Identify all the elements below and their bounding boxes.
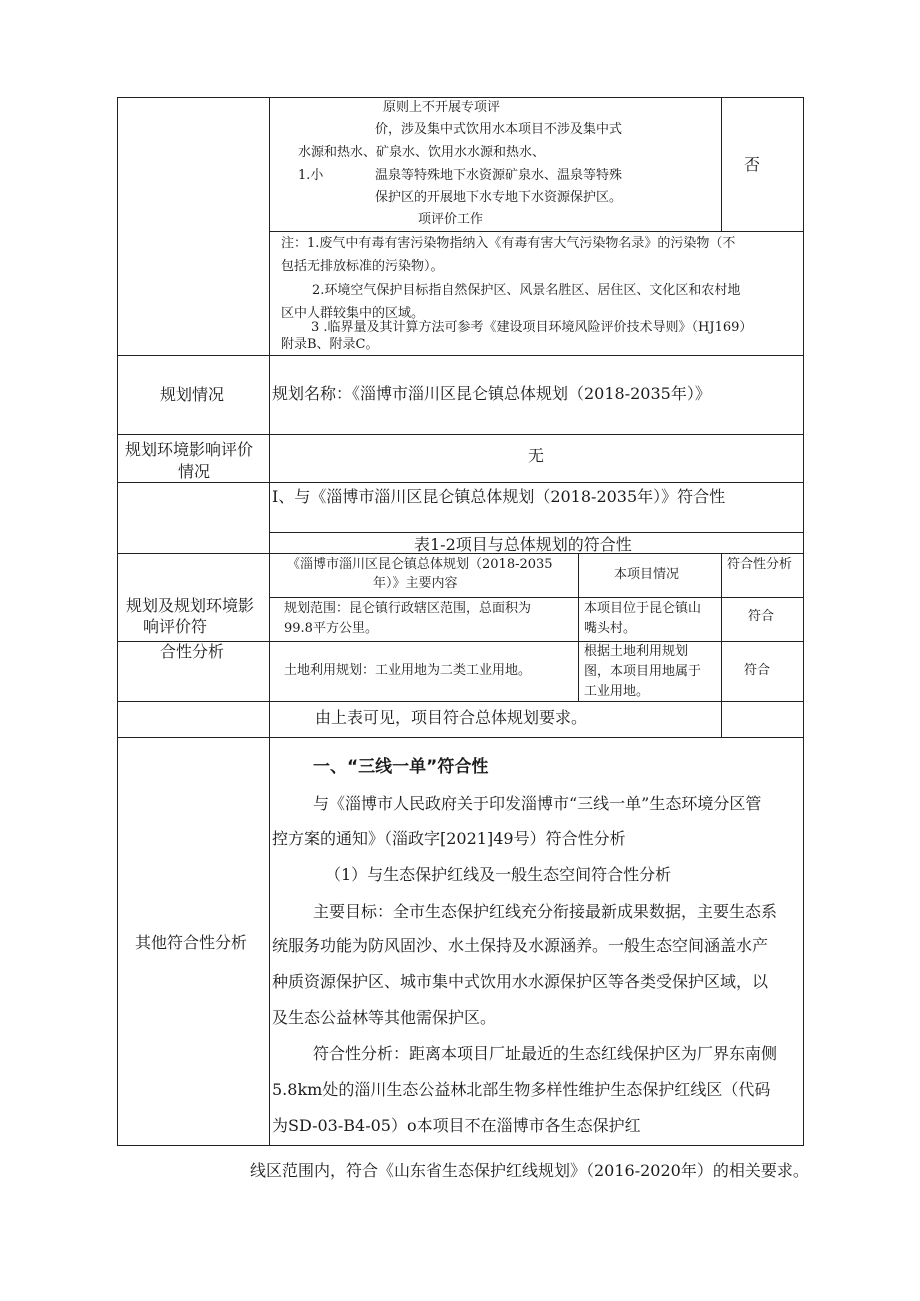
- other-p2-line2: 统服务功能为防风固沙、水土保持及水源涵养。一般生态空间涵盖水产: [272, 936, 769, 955]
- conformity-label-2: 响评价符: [143, 617, 208, 636]
- table-row-1-col1-line1: 规划范围：昆仑镇行政辖区范围，总面积为: [284, 601, 532, 616]
- top-cell-line-6: 保护区的开展地下水专地下水资源保护区。: [375, 190, 623, 205]
- top-cell-line-4: 1.小: [298, 168, 324, 183]
- note-line-6: 附录B、附录C。: [281, 337, 379, 352]
- other-sub: （1）与生态保护红线及一般生态空间符合性分析: [325, 865, 672, 884]
- note-line-4: 区中人群较集中的区域。: [281, 306, 425, 321]
- note-line-2: 包括无排放标准的污染物）。: [281, 259, 444, 274]
- table-row-2-col3: 符合: [744, 663, 771, 678]
- top-cell-line-7: 项评价工作: [418, 212, 484, 227]
- top-cell-line-2: 价，涉及集中式饮用水本项目不涉及集中式: [375, 122, 623, 137]
- note-line-5: 3 .临界量及其计算方法可参考《建设项目环境风险评价技术导则》（HJ169）: [311, 320, 753, 335]
- conformity-conclusion: 由上表可见，项目符合总体规划要求。: [315, 708, 588, 727]
- top-cell-line-3: 水源和热水、矿泉水、饮用水水源和热水、: [298, 145, 546, 160]
- top-cell-line-5: 温泉等特殊地下水资源矿泉水、温泉等特殊: [375, 168, 623, 183]
- table-header-col3: 符合性分析: [727, 557, 793, 572]
- conformity-table-title: 表1-2项目与总体规划的符合性: [414, 535, 632, 554]
- conformity-label-1: 规划及规划环境影: [126, 596, 255, 615]
- other-p3-line3: 为SD-03-B4-05）o本项目不在淄博市各生态保护红: [272, 1116, 641, 1135]
- other-p3-line2: 5.8km处的淄川生态公益林北部生物多样性维护生态保护红线区（代码: [272, 1080, 771, 1099]
- other-p2-line3: 种质资源保护区、城市集中式饮用水水源保护区等各类受保护区域，以: [272, 972, 769, 991]
- other-p1-line2: 控方案的通知》（淄政字[2021]49号）符合性分析: [272, 829, 626, 848]
- planning-label: 规划情况: [160, 385, 225, 404]
- table-header-col1-line1: 《淄博市淄川区昆仑镇总体规划（2018-2035: [287, 557, 553, 572]
- other-label: 其他符合性分析: [135, 933, 248, 952]
- table-row-2-col2-line2: 图，本项目用地属于: [584, 664, 702, 679]
- table-row-2-col1-line1: 土地利用规划：工业用地为二类工业用地。: [284, 663, 532, 678]
- note-line-3: 2.环境空气保护目标指自然保护区、风景名胜区、居住区、文化区和农村地: [312, 283, 741, 298]
- other-p1-line1: 与《淄博市人民政府关于印发淄博市“三线一单”生态环境分区管: [313, 794, 762, 813]
- top-cell-answer: 否: [744, 155, 761, 174]
- table-row-2-col2-line1: 根据土地利用规划: [584, 644, 689, 659]
- planning-content: 规划名称：《淄博市淄川区昆仑镇总体规划（2018-2035年）》: [272, 384, 711, 403]
- other-heading: 一、“三线一单”符合性: [313, 757, 489, 777]
- other-p2-line1: 主要目标：全市生态保护红线充分衔接最新成果数据，主要生态系: [313, 902, 778, 921]
- other-p3-line1: 符合性分析：距离本项目厂址最近的生态红线保护区为厂界东南侧: [313, 1044, 778, 1063]
- planning-eia-label-1: 规划环境影响评价: [125, 440, 254, 459]
- table-row-1-col1-line2: 99.8平方公里。: [284, 621, 378, 636]
- note-line-1: 注：1.废气中有毒有害污染物指纳入《有毒有害大气污染物名录》的污染物（不: [281, 236, 736, 251]
- planning-eia-content: 无: [528, 446, 545, 465]
- table-row-2-col2-line3: 工业用地。: [584, 684, 650, 699]
- other-p2-line4: 及生态公益林等其他需保护区。: [272, 1008, 497, 1027]
- conformity-intro: I、与《淄博市淄川区昆仑镇总体规划（2018-2035年）》符合性: [272, 487, 726, 506]
- table-header-col2: 本项目情况: [614, 567, 680, 582]
- top-cell-line-1: 原则上不开展专项评: [383, 100, 501, 115]
- table-header-col1-line2: 年）》主要内容: [373, 576, 458, 591]
- footer-text: 线区范围内，符合《山东省生态保护红线规划》（2016-2020年）的相关要求。: [250, 1161, 809, 1180]
- table-row-1-col3: 符合: [748, 609, 775, 624]
- planning-eia-label-2: 情况: [178, 462, 211, 481]
- table-row-1-col2-line2: 嘴头村。: [584, 621, 637, 636]
- conformity-label-3: 合性分析: [160, 642, 225, 661]
- table-row-1-col2-line1: 本项目位于昆仑镇山: [584, 601, 702, 616]
